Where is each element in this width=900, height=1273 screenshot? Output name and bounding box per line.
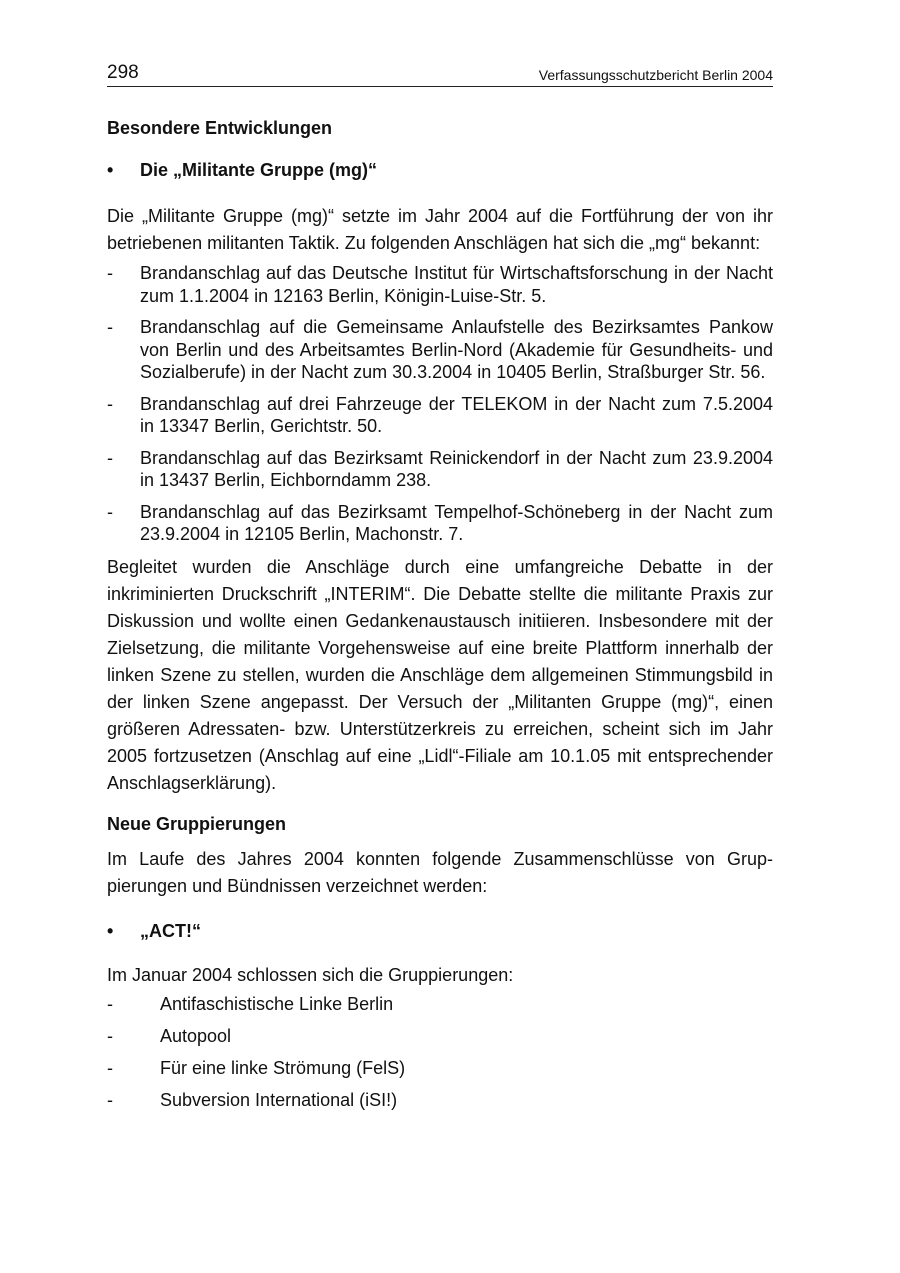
dash-marker: - (107, 993, 113, 1014)
list-item (107, 316, 773, 384)
dash-marker: - (107, 263, 113, 283)
page-header (107, 62, 773, 87)
list-item-text: Brandanschlag auf drei Fahrzeuge der TELEKOM in der Nacht zum 7.5.2004 in 13347 Berlin, Gerichtstr. 50. (140, 393, 773, 436)
list-item-text: Brandanschlag auf das Bezirksamt Tempelhof-Schöneberg in der Nacht zum 23.9.2004 in 12105 Berlin, Machonstr. 7. (140, 501, 773, 544)
list-item (107, 393, 773, 438)
list-item-text: Brandanschlag auf das Deutsche Institut für Wirtschaftsforschung in der Nacht zum 1.1.2004 in 12163 Berlin, Königin-Luise-Str. 5. (140, 263, 773, 306)
list-item (107, 1056, 773, 1080)
bullet-heading-act (107, 919, 773, 943)
list-item (107, 1024, 773, 1048)
bullet-heading-mg (107, 158, 773, 182)
attack-list (107, 262, 773, 546)
list-item (107, 262, 773, 307)
section-heading-neue-gruppierungen: Neue Gruppierungen (107, 813, 287, 834)
page-body (107, 116, 773, 1120)
dash-marker: - (107, 1089, 113, 1110)
dash-marker: - (107, 1057, 113, 1078)
page-number: 298 (107, 62, 139, 83)
list-item-text: Subversion International (iSI!) (160, 1089, 398, 1110)
mg-intro-paragraph: Die „Militante Gruppe (mg)“ setzte im Jahr 2004 auf die Fortführung der von ihr betriebenen militanten Taktik. Zu folgenden Anschlägen hat sich die „mg“ bekannt: (107, 206, 773, 253)
list-item-text: Für eine linke Strömung (FelS) (160, 1057, 406, 1078)
list-item (107, 992, 773, 1016)
dash-marker: - (107, 393, 113, 414)
running-title: Verfassungsschutzbericht Berlin 2004 (538, 67, 773, 83)
interim-debate-paragraph: Begleitet wurden die Anschläge durch eine umfangreiche Debatte in der inkriminierten Druckschrift „INTERIM“. Die Debatte stellte die militante Praxis zur Diskussion und wollte einen Gedankenaustausch initiieren. Insbesondere mit der Zielsetzung, die militante Vorgehensweise auf eine breite Plattform innerhalb der linken Szene zu stellen, wurden die Anschläge dem allgemeinen Stimmungsbild in der linken Szene angepasst. Der Versuch der „Militanten Gruppe (mg)“, einen größeren Adressaten- bzw. Unterstützerkreis zu erreichen, scheint sich im Jahr 2005 fortzusetzen (Anschlag auf eine „Lidl“-Filiale am 10.1.05 mit entsprechender Anschlagserklärung). (107, 556, 773, 793)
bullet-marker: • (107, 920, 114, 941)
list-item-text: Brandanschlag auf die Gemeinsame Anlaufstelle des Bezirksamtes Pankow von Berlin und des Arbeitsamtes Berlin-Nord (Akademie für Gesundheits- und Sozialberufe) in der Nacht zum 30.3.2004 in 10405 Berlin, Straßburger Str. 56. (140, 317, 773, 382)
list-item (107, 1088, 773, 1112)
list-item-text: Antifaschistische Linke Berlin (160, 993, 394, 1014)
dash-marker: - (107, 501, 113, 522)
list-item-text: Autopool (160, 1025, 232, 1046)
bullet-heading-text: Die „Militante Gruppe (mg)“ (140, 160, 378, 180)
section-heading-besondere-entwicklungen: Besondere Entwicklungen (107, 118, 333, 138)
groupings-intro-paragraph: Im Laufe des Jahres 2004 konnten folgende Zusammenschlüsse von Gruppierungen und Bündnissen verzeichnet werden: (107, 848, 773, 896)
bullet-marker: • (107, 160, 114, 180)
dash-marker: - (107, 317, 113, 337)
bullet-heading-text: „ACT!“ (140, 920, 201, 941)
dash-marker: - (107, 447, 113, 468)
list-item-text: Brandanschlag auf das Bezirksamt Reinickendorf in der Nacht zum 23.9.2004 in 13437 Berlin, Eichborndamm 238. (140, 447, 773, 490)
list-item (107, 501, 773, 546)
act-lead-paragraph: Im Januar 2004 schlossen sich die Gruppierungen: (107, 964, 514, 985)
group-list (107, 992, 773, 1112)
list-item (107, 447, 773, 492)
dash-marker: - (107, 1025, 113, 1046)
